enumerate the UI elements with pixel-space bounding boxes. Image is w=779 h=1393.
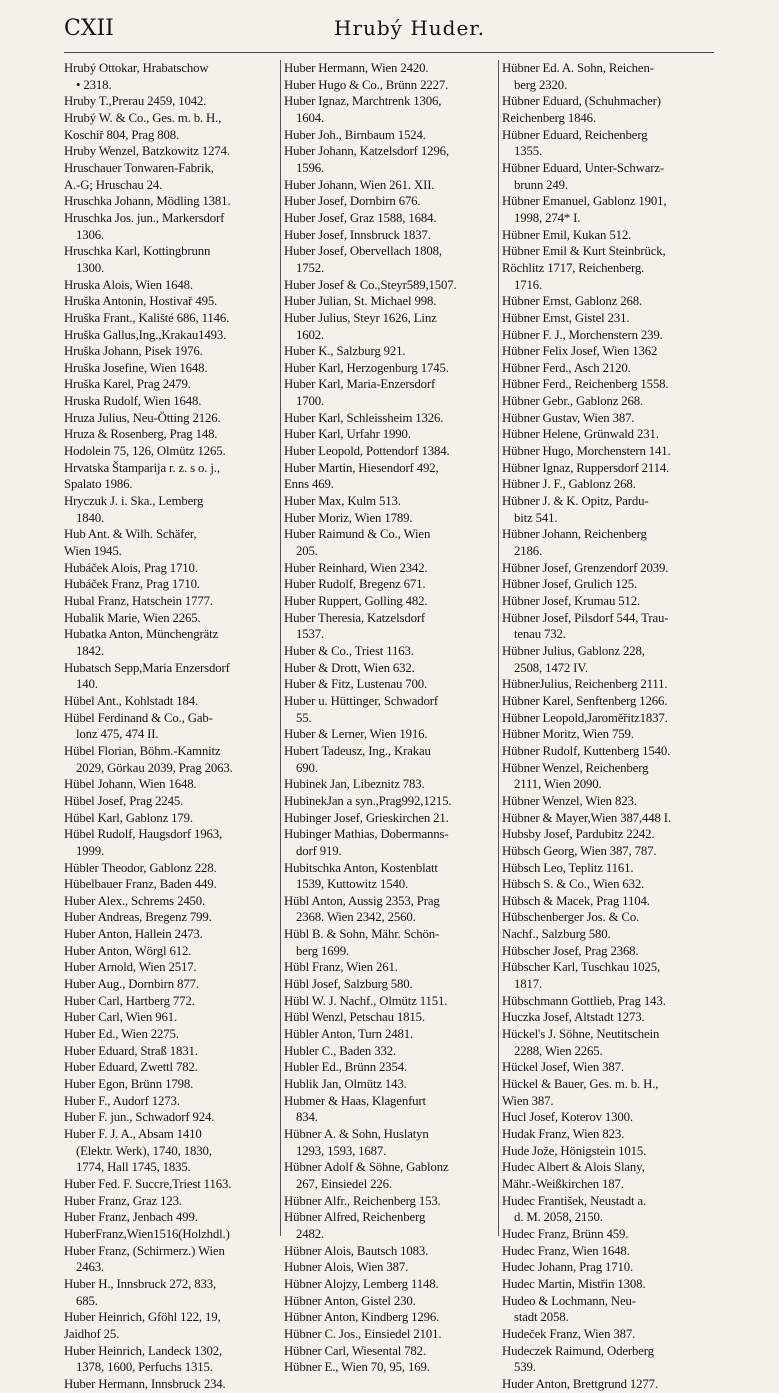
directory-entry-line: Hubner Alois, Wien 387. [284,1260,409,1275]
directory-entry-line: Huber Andreas, Bregenz 799. [64,910,212,925]
directory-entry-line: Huder Anton, Brettgrund 1277. [502,1376,658,1391]
directory-entry-line: Hübner E., Wien 70, 95, 169. [284,1360,430,1375]
directory-entry-line: Hruška Johann, Pisek 1976. [64,344,203,359]
directory-entry-line: Hübner J. F., Gablonz 268. [502,477,636,492]
directory-entry-line: berg 2320. [514,77,567,92]
directory-entry-line: Hübel Josef, Prag 2245. [64,793,184,808]
directory-entry-line: Hübner Karel, Senftenberg 1266. [502,693,668,708]
directory-entry-line: Hübner Moritz, Wien 759. [502,727,634,742]
directory-entry-line: Hubatka Anton, Münchengrätz [64,627,219,642]
directory-entry-line: Hübl Josef, Salzburg 580. [284,977,413,992]
directory-entry-line: Hübner Anton, Gistel 230. [284,1293,416,1308]
directory-entry-line: Hübner C. Jos., Einsiedel 2101. [284,1326,442,1341]
directory-entry-line: Huber & Lerner, Wien 1916. [284,727,428,742]
directory-entry-line: Hruschka Johann, Mödling 1381. [64,194,231,209]
directory-entry-line: Hübschenberger Jos. & Co. [502,910,640,925]
directory-entry-line: Huber Karl, Urfahr 1990. [284,427,411,442]
directory-entry-line: Huber Max, Kulm 513. [284,494,401,509]
directory-entry-line: Hryczuk J. i. Ska., Lemberg [64,494,204,509]
directory-entry-line: Hruška Josefine, Wien 1648. [64,360,208,375]
directory-entry-line: Hruška Karel, Prag 2479. [64,377,191,392]
directory-entry-line: 1842. [76,643,105,658]
directory-entry-line: 690. [296,760,318,775]
directory-entry-line: Hub Ant. & Wilh. Schäfer, [64,527,197,542]
directory-entry-line: Wien 387. [502,1093,554,1108]
directory-entry-line: (Elektr. Werk), 1740, 1830, [76,1143,212,1158]
directory-entry-line: Hübner Wenzel, Wien 823. [502,793,637,808]
directory-entry-line: Huber Raimund & Co., Wien [284,527,431,542]
column-divider [498,60,499,1236]
directory-entry-line: Hübner Alois, Bautsch 1083. [284,1243,429,1258]
directory-entry-line: Hübler Anton, Turn 2481. [284,1027,414,1042]
directory-entry-line: Hudeo & Lochmann, Neu- [502,1293,636,1308]
directory-entry-line: d. M. 2058, 2150. [514,1210,603,1225]
directory-entry-line: Hruza & Rosenberg, Prag 148. [64,427,218,442]
directory-entry-line: Hruška Frant., Kališté 686, 1146. [64,310,230,325]
directory-entry-line: Huber Anton, Wörgl 612. [64,943,192,958]
directory-entry-line: Hübner Ernst, Gistel 231. [502,310,630,325]
directory-entry-line: Hubalik Marie, Wien 2265. [64,610,201,625]
directory-entry-line: Hückel & Bauer, Ges. m. b. H., [502,1077,659,1092]
directory-entry-line: Hruška Gallus,Ing.,Krakau1493. [64,327,227,342]
directory-entry-line: Huber & Co., Triest 1163. [284,643,414,658]
directory-entry-line: 834. [296,1110,318,1125]
directory-entry-line: Huber Eduard, Straß 1831. [64,1043,198,1058]
directory-entry-line: Huczka Josef, Altstadt 1273. [502,1010,645,1025]
directory-entry-line: Hrubý Ottokar, Hrabatschow [64,61,209,75]
directory-entry-line: 2482. [296,1226,325,1241]
directory-entry-line: 1716. [514,277,543,292]
directory-entry-line: 1300. [76,260,105,275]
directory-entry-line: 2111, Wien 2090. [514,777,602,792]
directory-entry-line: Huber Theresia, Katzelsdorf [284,610,426,625]
directory-entry-line: Hübner Hugo, Morchenstern 141. [502,444,671,459]
page-header [64,12,714,53]
directory-entry-line: HuberFranz,Wien1516(Holzhdl.) [64,1226,230,1241]
directory-entry-line: bitz 541. [514,510,558,525]
directory-entry-line: Huber Egon, Brünn 1798. [64,1077,194,1092]
directory-entry-line: Hübner Eduard, Reichenberg [502,127,648,142]
directory-entry-line: stadt 2058. [514,1310,569,1325]
directory-entry-line: Huber Josef, Innsbruck 1837. [284,227,431,242]
directory-entry-line: Hucl Josef, Koterov 1300. [502,1110,633,1125]
directory-entry-line: Hrvatska Štamparija r. z. s o. j., [64,460,220,475]
directory-entry-line: Hübel Ant., Kohlstadt 184. [64,693,199,708]
directory-columns [64,60,714,1391]
directory-entry-line: Hudec Johann, Prag 1710. [502,1260,634,1275]
directory-entry-line: Huber Ruppert, Golling 482. [284,594,428,608]
directory-entry-line: lonz 475, 474 II. [76,727,159,742]
directory-entry-line: Hruby Wenzel, Batzkowitz 1274. [64,144,230,159]
directory-entry-line: Huber & Drott, Wien 632. [284,660,415,675]
directory-entry-line: dorf 919. [296,843,342,858]
directory-entry-line: Huber Julian, St. Michael 998. [284,294,437,309]
directory-entry-line: Enns 469. [284,477,334,492]
directory-entry-line: Huber Josef & Co.,Steyr589,1507. [284,277,457,292]
directory-entry-line: Hübel Johann, Wien 1648. [64,777,197,792]
directory-entry-line: Hubinger Mathias, Dobermanns- [284,827,449,842]
directory-entry-line: 2186. [514,544,543,559]
column-middle [284,60,496,1376]
directory-entry-line: Hübner Eduard, Unter-Schwarz- [502,160,665,175]
directory-entry-line: Hubler C., Baden 332. [284,1043,397,1058]
directory-entry-line: Hübner F. J., Morchenstern 239. [502,327,663,342]
directory-entry-line: Hübl Wenzl, Petschau 1815. [284,1010,425,1025]
directory-entry-line: Hruza Julius, Neu-Ötting 2126. [64,410,221,425]
directory-entry-line: 685. [76,1293,98,1308]
directory-entry-line: 1537. [296,627,325,642]
column-right [502,60,714,1393]
directory-entry-line: Hübsch Georg, Wien 387, 787. [502,843,657,858]
directory-entry-line: Hübsch Leo, Teplitz 1161. [502,860,634,875]
directory-entry-line: Hübner Alojzy, Lemberg 1148. [284,1276,439,1291]
directory-entry-line: 1355. [514,144,543,159]
directory-entry-line: 539. [514,1360,536,1375]
directory-entry-line: 1998, 274* I. [514,210,581,225]
directory-entry-line: Hübner Adolf & Söhne, Gablonz [284,1160,449,1175]
page-number: CXII [64,16,114,41]
directory-entry-line: Hübner Eduard, (Schuhmacher) [502,94,661,109]
directory-entry-line: 1293, 1593, 1687. [296,1143,387,1158]
directory-entry-line: Hübner & Mayer,Wien 387,448 I. [502,810,671,825]
directory-entry-line: Huber Josef, Graz 1588, 1684. [284,210,437,225]
directory-entry-line: Hublik Jan, Olmütz 143. [284,1077,407,1092]
directory-entry-line: Huber Alex., Schrems 2450. [64,893,206,908]
directory-entry-line: Hübsch S. & Co., Wien 632. [502,877,645,892]
directory-entry-line: 1817. [514,977,543,992]
directory-entry-line: Hübl Franz, Wien 261. [284,960,398,975]
directory-entry-line: Hübner Ed. A. Sohn, Reichen- [502,61,654,75]
directory-entry-line: Hübner Emil, Kukan 512. [502,227,632,242]
directory-entry-line: Hubáček Alois, Prag 1710. [64,560,198,575]
directory-entry-line: Hübsch & Macek, Prag 1104. [502,893,650,908]
directory-entry-line: Huber Fed. F. Succre,Triest 1163. [64,1176,232,1191]
directory-entry-line: Hübner Emil & Kurt Steinbrück, [502,244,666,259]
directory-entry-line: Hruschauer Tonwaren-Fabrik, [64,160,214,175]
directory-entry-line: Hubler Ed., Brünn 2354. [284,1060,408,1075]
directory-entry-line: Huber Rudolf, Bregenz 671. [284,577,426,592]
directory-entry-line: brunn 249. [514,177,568,192]
directory-entry-line: Hudak Franz, Wien 823. [502,1127,625,1141]
directory-entry-line: HubinekJan a syn.,Prag992,1215. [284,793,452,808]
directory-entry-line: Hübner Josef, Pilsdorf 544, Trau- [502,610,669,625]
directory-entry-line: Hudec Albert & Alois Slany, [502,1160,645,1175]
directory-entry-line: Hübel Florian, Böhm.-Kamnitz [64,743,221,758]
directory-entry-line: 1604. [296,110,325,125]
directory-entry-line: 1539, Kuttowitz 1540. [296,877,409,892]
directory-entry-line: 2368. Wien 2342, 2560. [296,910,416,925]
directory-entry-line: Hudec Martin, Mistřin 1308. [502,1276,646,1291]
directory-entry-line: 2288, Wien 2265. [514,1043,603,1058]
directory-entry-line: Huber Arnold, Wien 2517. [64,960,197,975]
directory-entry-line: Hübner Josef, Grulich 125. [502,577,638,592]
directory-entry-line: 2508, 1472 IV. [514,660,588,675]
directory-entry-line: Röchlitz 1717, Reichenberg. [502,260,645,275]
directory-entry-line: Spalato 1986. [64,477,133,492]
directory-entry-line: Huber Hugo & Co., Brünn 2227. [284,77,449,92]
directory-entry-line: Huber F. J. A., Absam 1410 [64,1127,202,1141]
directory-entry-line: Jaidhof 25. [64,1326,120,1341]
directory-entry-line: 1700. [296,394,325,409]
directory-entry-line: Huber K., Salzburg 921. [284,344,406,359]
directory-entry-line: Huber Franz, (Schirmerz.) Wien [64,1243,225,1258]
directory-entry-line: Hübner Ferd., Asch 2120. [502,360,631,375]
directory-entry-line: Huber Heinrich, Landeck 1302, [64,1343,223,1358]
directory-entry-line: 267, Einsiedel 226. [296,1176,392,1191]
directory-entry-line: Hubsby Josef, Pardubitz 2242. [502,827,655,842]
page-title: Hrubý Huder. [334,16,486,40]
directory-entry-line: Hübel Ferdinand & Co., Gab- [64,710,213,725]
directory-entry-line: Hübel Rudolf, Haugsdorf 1963, [64,827,223,842]
directory-entry-line: Hübel Karl, Gablonz 179. [64,810,193,825]
directory-entry-line: Hudec Franz, Wien 1648. [502,1243,630,1258]
directory-entry-line: Hübscher Josef, Prag 2368. [502,943,639,958]
directory-entry-line: Huber Karl, Herzogenburg 1745. [284,360,449,375]
directory-entry-line: 1596. [296,160,325,175]
directory-entry-line: 205. [296,544,318,559]
directory-entry-line: Reichenberg 1846. [502,110,596,125]
directory-entry-line: Huber Julius, Steyr 1626, Linz [284,310,437,325]
directory-entry-line: Huber Martin, Hiesendorf 492, [284,460,439,475]
directory-entry-line: Hubáček Franz, Prag 1710. [64,577,200,592]
directory-entry-line: Hubmer & Haas, Klagenfurt [284,1093,426,1108]
directory-entry-line: Hübscher Karl, Tuschkau 1025, [502,960,661,975]
directory-entry-line: Huber u. Hüttinger, Schwadorf [284,693,438,708]
directory-entry-line: 1602. [296,327,325,342]
directory-entry-line: Hübner Rudolf, Kuttenberg 1540. [502,743,671,758]
directory-entry-line: Hübner Ignaz, Ruppersdorf 2114. [502,460,670,475]
directory-entry-line: Hübler Theodor, Gablonz 228. [64,860,217,875]
directory-entry-line: Huber Carl, Wien 961. [64,1010,178,1025]
directory-entry-line: Huber Joh., Birnbaum 1524. [284,127,426,142]
directory-entry-line: 2463. [76,1260,105,1275]
directory-entry-line: Huber Reinhard, Wien 2342. [284,560,428,575]
directory-entry-line: Hübl B. & Sohn, Mähr. Schön- [284,927,440,942]
directory-entry-line: HübnerJulius, Reichenberg 2111. [502,677,668,692]
directory-entry-line: Hubert Tadeusz, Ing., Krakau [284,743,431,758]
directory-entry-line: 1999. [76,843,105,858]
directory-entry-line: Hübner Julius, Gablonz 228, [502,643,645,658]
directory-entry-line: Hruška Antonin, Hostivař 495. [64,294,218,309]
directory-entry-line: Hübner Gustav, Wien 387. [502,410,635,425]
directory-entry-line: Hubal Franz, Hatschein 1777. [64,594,213,608]
directory-entry-line: Hübner Carl, Wiesental 782. [284,1343,426,1358]
directory-entry-line: Hruska Alois, Wien 1648. [64,277,193,292]
directory-entry-line: Hudec František, Neustadt a. [502,1193,646,1208]
directory-entry-line: Huber Franz, Jenbach 499. [64,1210,198,1225]
directory-entry-line: Hubinek Jan, Libeznitz 783. [284,777,425,792]
directory-entry-line: Hübner Wenzel, Reichenberg [502,760,649,775]
directory-entry-line: Mähr.-Weißkirchen 187. [502,1176,624,1191]
directory-entry-line: 1840. [76,510,105,525]
directory-entry-line: A.-G; Hruschau 24. [64,177,163,192]
directory-entry-line: Hude Jože, Hönigstein 1015. [502,1143,647,1158]
directory-entry-line: Hübner Helene, Grünwald 231. [502,427,659,442]
directory-entry-line: Hruschka Karl, Kottingbrunn [64,244,211,259]
directory-entry-line: Hruska Rudolf, Wien 1648. [64,394,202,409]
directory-entry-line: berg 1699. [296,943,349,958]
directory-entry-line: Hübner Ferd., Reichenberg 1558. [502,377,669,392]
directory-entry-line: Hübner Alfr., Reichenberg 153. [284,1193,441,1208]
directory-entry-line: tenau 732. [514,627,566,642]
directory-entry-line: Hübl W. J. Nachf., Olmütz 1151. [284,993,448,1008]
directory-entry-line: Hübner Leopold,Jaroměřitz1837. [502,710,668,725]
directory-entry-line: Hübner A. & Sohn, Huslatyn [284,1127,429,1141]
directory-entry-line: • 2318. [76,77,112,92]
directory-entry-line: Huber Anton, Hallein 2473. [64,927,203,942]
directory-entry-line: 55. [296,710,312,725]
directory-entry-line: Hübner Alfred, Reichenberg [284,1210,426,1225]
directory-entry-line: Huber Heinrich, Gföhl 122, 19, [64,1310,221,1325]
directory-entry-line: Hrubý W. & Co., Ges. m. b. H., [64,110,222,125]
directory-entry-line: Huber Aug., Dornbirn 877. [64,977,199,992]
directory-entry-line: Hübschmann Gottlieb, Prag 143. [502,993,666,1008]
directory-entry-line: Huber Leopold, Pottendorf 1384. [284,444,450,459]
directory-entry-line: Hodolein 75, 126, Olmütz 1265. [64,444,226,459]
directory-entry-line: Hübl Anton, Aussig 2353, Prag [284,893,440,908]
directory-entry-line: Huber Hermann, Wien 2420. [284,61,429,75]
directory-entry-line: Hruschka Jos. jun., Markersdorf [64,210,225,225]
directory-entry-line: Hudeček Franz, Wien 387. [502,1326,636,1341]
directory-entry-line: Huber Johann, Wien 261. XII. [284,177,435,192]
directory-entry-line: Hübelbauer Franz, Baden 449. [64,877,217,892]
directory-entry-line: 1306. [76,227,105,242]
directory-entry-line: Hübner J. & K. Opitz, Pardu- [502,494,649,509]
directory-entry-line: Huber Hermann, Innsbruck 234. [64,1376,226,1391]
directory-entry-line: Hubatsch Sepp,Maria Enzersdorf [64,660,230,675]
directory-entry-line: Hübner Johann, Reichenberg [502,527,647,542]
directory-entry-line: Huber F., Audorf 1273. [64,1093,180,1108]
directory-entry-line: Hübner Emanuel, Gablonz 1901, [502,194,667,209]
column-divider [280,60,281,1236]
directory-entry-line: Hruby T.,Prerau 2459, 1042. [64,94,207,109]
directory-entry-line: Hückel Josef, Wien 387. [502,1060,624,1075]
directory-entry-line: Huber Josef, Dornbirn 676. [284,194,421,209]
directory-entry-line: Hubitschka Anton, Kostenblatt [284,860,438,875]
directory-entry-line: Wien 1945. [64,544,122,559]
directory-entry-line: Huber Johann, Katzelsdorf 1296, [284,144,449,159]
directory-entry-line: 140. [76,677,98,692]
directory-entry-line: 1752. [296,260,325,275]
directory-entry-line: Hückel's J. Söhne, Neutitschein [502,1027,660,1042]
directory-entry-line: Hübner Gebr., Gablonz 268. [502,394,644,409]
directory-entry-line: Hübner Anton, Kindberg 1296. [284,1310,440,1325]
directory-entry-line: Nachf., Salzburg 580. [502,927,611,942]
directory-entry-line: Hudec Franz, Brünn 459. [502,1226,629,1241]
directory-entry-line: Hübner Ernst, Gablonz 268. [502,294,643,309]
directory-entry-line: Huber Ignaz, Marchtrenk 1306, [284,94,442,109]
directory-entry-line: Koschiř 804, Prag 808. [64,127,180,142]
directory-entry-line: Hubinger Josef, Grieskirchen 21. [284,810,449,825]
directory-entry-line: 2029, Görkau 2039, Prag 2063. [76,760,233,775]
directory-entry-line: Huber H., Innsbruck 272, 833, [64,1276,217,1291]
column-left [64,60,276,1393]
directory-entry-line: 1774, Hall 1745, 1835. [76,1160,191,1175]
directory-entry-line: Huber Karl, Maria-Enzersdorf [284,377,436,392]
directory-entry-line: 1378, 1600, Perfuchs 1315. [76,1360,213,1375]
directory-entry-line: Huber Franz, Graz 123. [64,1193,182,1208]
directory-entry-line: Huber Josef, Obervellach 1808, [284,244,442,259]
directory-entry-line: Huber Carl, Hartberg 772. [64,993,195,1008]
directory-entry-line: Huber Karl, Schleissheim 1326. [284,410,444,425]
directory-entry-line: Huber Ed., Wien 2275. [64,1027,179,1042]
directory-entry-line: Huber Eduard, Zwettl 782. [64,1060,198,1075]
directory-entry-line: Huber Moriz, Wien 1789. [284,510,413,525]
directory-entry-line: Hudeczek Raimund, Oderberg [502,1343,654,1358]
directory-entry-line: Huber F. jun., Schwadorf 924. [64,1110,215,1125]
directory-entry-line: Hübner Felix Josef, Wien 1362 [502,344,658,359]
directory-entry-line: Hübner Josef, Krumau 512. [502,594,641,608]
directory-entry-line: Hübner Josef, Grenzendorf 2039. [502,560,669,575]
directory-entry-line: Huber & Fitz, Lustenau 700. [284,677,428,692]
